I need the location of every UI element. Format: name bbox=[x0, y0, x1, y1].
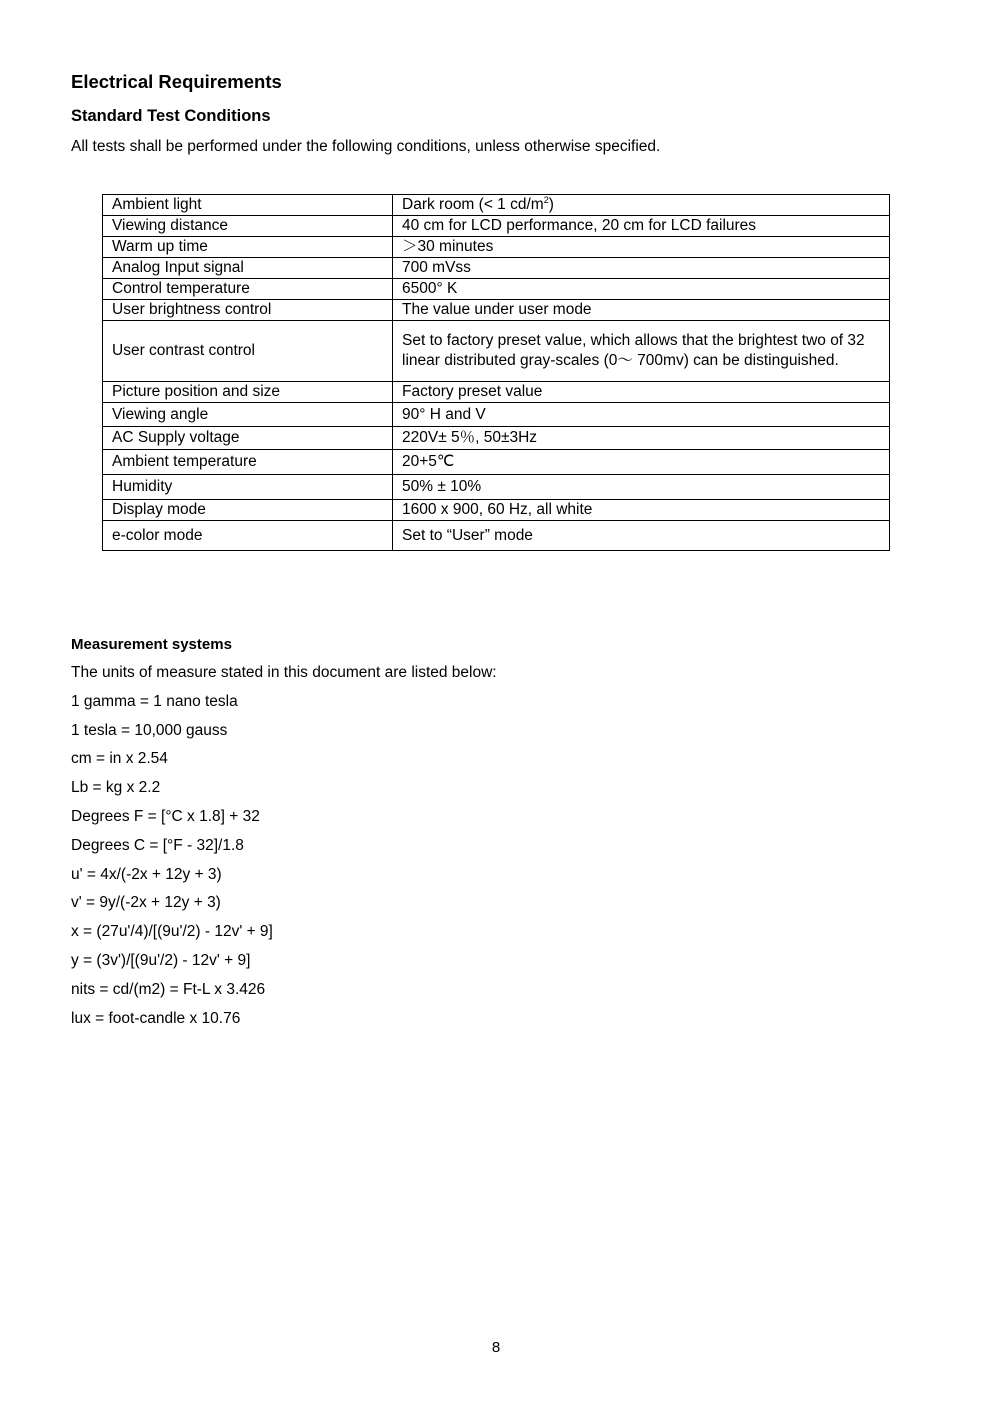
test-conditions-table bbox=[102, 194, 890, 551]
superscript: 2 bbox=[543, 194, 549, 205]
condition-value: 40 cm for LCD performance, 20 cm for LCD failures bbox=[393, 216, 890, 237]
condition-value: 20+5℃ bbox=[393, 450, 890, 475]
condition-label: Viewing distance bbox=[103, 216, 393, 237]
table-row bbox=[103, 195, 890, 216]
condition-label: Warm up time bbox=[103, 237, 393, 258]
table-row bbox=[103, 475, 890, 500]
condition-value: Dark room (< 1 $cd/m^2$) bbox=[393, 195, 890, 216]
table-row bbox=[103, 321, 890, 382]
units-intro: The units of measure stated in this document are listed below: bbox=[71, 664, 497, 681]
table-row bbox=[103, 258, 890, 279]
section-heading: Electrical Requirements bbox=[71, 71, 282, 92]
condition-label: AC Supply voltage bbox=[103, 427, 393, 450]
condition-value: 6500° K bbox=[393, 279, 890, 300]
condition-value: 700 mVss bbox=[393, 258, 890, 279]
unit-line: x = (27u'/4)/[(9u'/2) - 12v' + 9] bbox=[71, 923, 273, 941]
condition-value: Set to factory preset value, which allows that the brightest two of 32 linear distributed gray-scales (0～ 700mv) can be distinguished. bbox=[393, 321, 890, 382]
unit-line: nits = cd/(m2) = Ft-L x 3.426 bbox=[71, 980, 266, 998]
condition-label: Analog Input signal bbox=[103, 258, 393, 279]
condition-label: Picture position and size bbox=[103, 382, 393, 403]
unit-line: u' = 4x/(-2x + 12y + 3) bbox=[71, 865, 222, 883]
table-row bbox=[103, 403, 890, 427]
unit-line: Lb = kg x 2.2 bbox=[71, 779, 161, 797]
condition-label: Humidity bbox=[103, 475, 393, 500]
unit-line: v' = 9y/(-2x + 12y + 3) bbox=[71, 894, 221, 912]
condition-value: Set to “User” mode bbox=[393, 521, 890, 551]
condition-value: 90° H and V bbox=[393, 403, 890, 427]
table-row bbox=[103, 500, 890, 521]
condition-label: e-color mode bbox=[103, 521, 393, 551]
unit-line: cm = in x 2.54 bbox=[71, 750, 168, 768]
condition-value: ＞30 minutes bbox=[393, 237, 890, 258]
table-row bbox=[103, 427, 890, 450]
unit-line: 1 gamma = 1 nano tesla bbox=[71, 692, 238, 710]
table-row bbox=[103, 300, 890, 321]
table-row bbox=[103, 521, 890, 551]
unit-line: lux = foot-candle x 10.76 bbox=[71, 1009, 241, 1027]
condition-label: Control temperature bbox=[103, 279, 393, 300]
table-row bbox=[103, 382, 890, 403]
condition-value: 220V± 5％, 50±3Hz bbox=[393, 427, 890, 450]
unit-line: Degrees F = [°C x 1.8] + 32 bbox=[71, 807, 260, 825]
table-row bbox=[103, 450, 890, 475]
table-row bbox=[103, 279, 890, 300]
table-row bbox=[103, 216, 890, 237]
condition-label: Ambient temperature bbox=[103, 450, 393, 475]
intro-paragraph: All tests shall be performed under the following conditions, unless otherwise specified. bbox=[71, 138, 661, 155]
condition-value: 1600 x 900, 60 Hz, all white bbox=[393, 500, 890, 521]
unit-line: 1 tesla = 10,000 gauss bbox=[71, 721, 228, 739]
condition-value: The value under user mode bbox=[393, 300, 890, 321]
condition-value: 50% ± 10% bbox=[393, 475, 890, 500]
condition-label: Display mode bbox=[103, 500, 393, 521]
condition-label: Viewing angle bbox=[103, 403, 393, 427]
units-list bbox=[71, 663, 497, 1037]
unit-line: y = (3v')/[(9u'/2) - 12v' + 9] bbox=[71, 951, 251, 969]
unit-line: Degrees C = [°F - 32]/1.8 bbox=[71, 836, 244, 854]
condition-label: Ambient light bbox=[103, 195, 393, 216]
page-number: 8 bbox=[491, 1339, 501, 1356]
subsection-heading: Standard Test Conditions bbox=[71, 107, 271, 125]
table-row bbox=[103, 237, 890, 258]
condition-label: User brightness control bbox=[103, 300, 393, 321]
condition-label: User contrast control bbox=[103, 321, 393, 382]
measurement-heading: Measurement systems bbox=[71, 636, 232, 653]
condition-value: Factory preset value bbox=[393, 382, 890, 403]
